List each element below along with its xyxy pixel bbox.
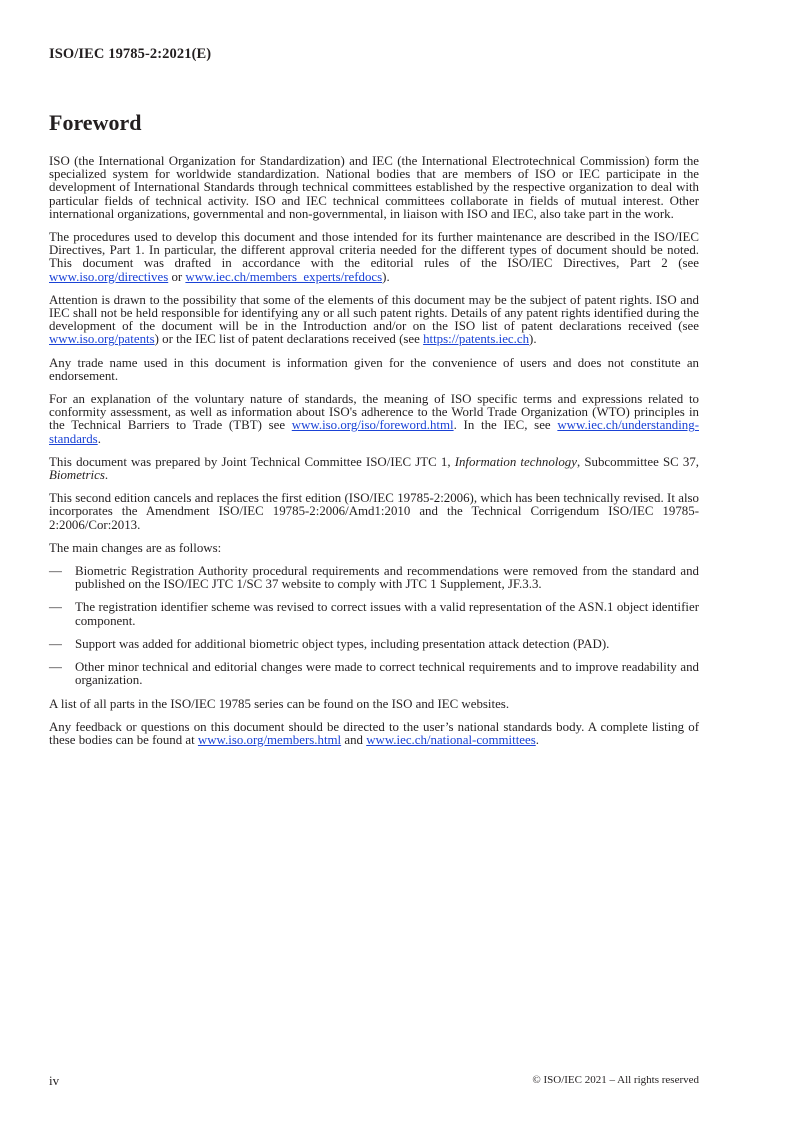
paragraph-procedures: The procedures used to develop this document and those intended for its further maintenance are described in the ISO/IEC Directives, Part 1. In particular, the different approval criteria needed for the different types of document should be noted. This document was drafted in accordance with the editorial rules of the ISO/IEC Directives, Part 2 (see www.iso.org/directives or www.iec.ch/members_experts/refdocs).	[49, 230, 699, 284]
page-number: iv	[49, 1073, 60, 1088]
list-item: — The registration identifier scheme was revised to correct issues with a valid representation of the ASN.1 object identifier component.	[49, 600, 699, 628]
copyright-notice: © ISO/IEC 2021 – All rights reserved	[532, 1074, 699, 1086]
link-iec-refdocs[interactable]: www.iec.ch/members_experts/refdocs	[185, 269, 383, 284]
list-item: — Support was added for additional biometric object types, including presentation attack detection (PAD).	[49, 636, 610, 651]
link-iec-patents[interactable]: https://patents.iec.ch	[423, 332, 530, 347]
page-title: Foreword	[49, 110, 142, 135]
paragraph-voluntary-nature: For an explanation of the voluntary nature of standards, the meaning of ISO specific terms and expressions related to conformity assessment, as well as information about ISO's adherence to the World Trade Organization (WTO) principles in the Technical Barriers to Trade (TBT) see www.iso.org/iso/foreword.html. In the IEC, see www.iec.ch/understanding-standards.	[49, 392, 699, 446]
paragraph-edition: This second edition cancels and replaces the first edition (ISO/IEC 19785-2:2006), which has been technically revised. It also incorporates the Amendment ISO/IEC 19785-2:2006/Amd1:2010 and the Technical Corrigendum ISO/IEC 19785-2:2006/Cor:2013.	[49, 491, 699, 532]
paragraph-prepared-by: This document was prepared by Joint Technical Committee ISO/IEC JTC 1, Information technology, Subcommittee SC 37, Biometrics.	[49, 454, 699, 483]
link-iso-directives[interactable]: www.iso.org/directives	[49, 269, 169, 284]
dash-bullet: —	[49, 636, 62, 651]
link-iso-patents[interactable]: www.iso.org/patents	[49, 332, 155, 347]
link-iec-understanding-standards[interactable]: www.iec.ch/understanding-standards	[49, 418, 699, 446]
document-id-header: ISO/IEC 19785-2:2021(E)	[49, 46, 212, 62]
paragraph-iso-iec-intro: ISO (the International Organization for Standardization) and IEC (the International Electrotechnical Commission) form the specialized system for worldwide standardization. National bodies that are members of ISO or IEC participate in the development of International Standards through technical committees established by the respective organization to deal with particular fields of technical activity. ISO and IEC technical committees collaborate in fields of mutual interest. Other international organizations, governmental and non-governmental, in liaison with ISO and IEC, also take part in the work.	[49, 154, 699, 221]
paragraph-series-list: A list of all parts in the ISO/IEC 19785 series can be found on the ISO and IEC websites.	[49, 696, 510, 711]
paragraph-trade-name: Any trade name used in this document is information given for the convenience of users and does not constitute an endorsement.	[49, 355, 699, 383]
list-item: — Other minor technical and editorial changes were made to correct technical requirements and to improve readability and organization.	[49, 660, 699, 688]
paragraph-feedback: Any feedback or questions on this document should be directed to the user’s national standards body. A complete listing of these bodies can be found at www.iso.org/members.html and www.iec.ch/national-committees.	[49, 719, 699, 747]
list-item: — Biometric Registration Authority procedural requirements and recommendations were removed from the standard and published on the ISO/IEC JTC 1/SC 37 website to comply with JTC 1 Supplement, JF.3.3.	[49, 564, 699, 592]
dash-bullet: —	[49, 600, 62, 615]
foreword-body	[49, 155, 699, 757]
paragraph-patents: Attention is drawn to the possibility that some of the elements of this document may be the subject of patent rights. ISO and IEC shall not be held responsible for identifying any or all such patent rights. Details of any patent rights identified during the development of the document will be in the Introduction and/or on the ISO list of patent declarations received (see www.iso.org/patents) or the IEC list of patent declarations received (see https://patents.iec.ch).	[49, 292, 699, 347]
link-iso-foreword[interactable]: www.iso.org/iso/foreword.html	[291, 418, 454, 433]
link-iso-members[interactable]: www.iso.org/members.html	[197, 732, 342, 747]
dash-bullet: —	[49, 564, 62, 579]
dash-bullet: —	[49, 660, 62, 675]
link-iec-national-committees[interactable]: www.iec.ch/national-committees	[366, 732, 536, 747]
paragraph-main-changes-intro: The main changes are as follows:	[49, 540, 222, 555]
